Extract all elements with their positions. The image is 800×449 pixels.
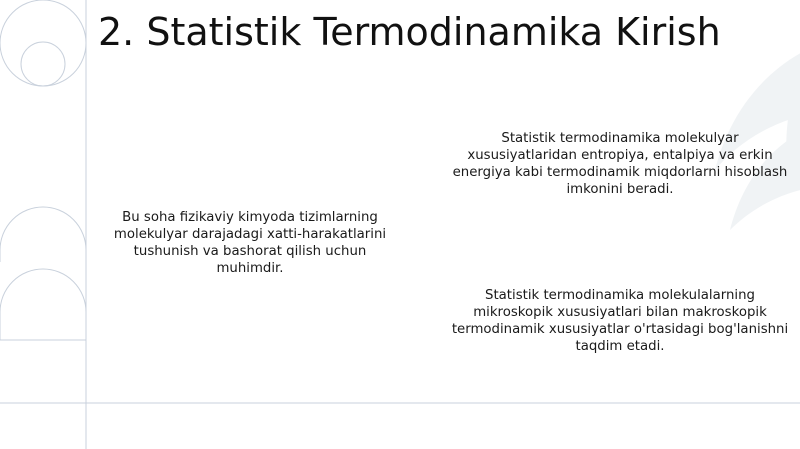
upper-arch-outline bbox=[0, 207, 86, 262]
small-circle-outline bbox=[21, 42, 65, 86]
lower-arch-outline bbox=[0, 269, 86, 340]
large-circle-outline bbox=[0, 0, 86, 86]
paragraph-left: Bu soha fizikaviy kimyoda tizimlarning molekulyar darajadagi xatti-harakatlarini tushunish va bashorat qilish uchun muhimdir. bbox=[113, 210, 387, 276]
slide-title: 2. Statistik Termodinamika Kirish bbox=[98, 10, 721, 54]
paragraph-right-top: Statistik termodinamika molekulyar xususiyatlaridan entropiya, entalpiya va erkin energiya kabi termodinamik miqdorlarni hisoblash imkonini beradi. bbox=[452, 131, 788, 197]
paragraph-right-bottom: Statistik termodinamika molekulalarning mikroskopik xususiyatlari bilan makroskopik termodinamik xususiyatlar o'rtasidagi bog'lanishni taqdim etadi. bbox=[451, 288, 789, 354]
